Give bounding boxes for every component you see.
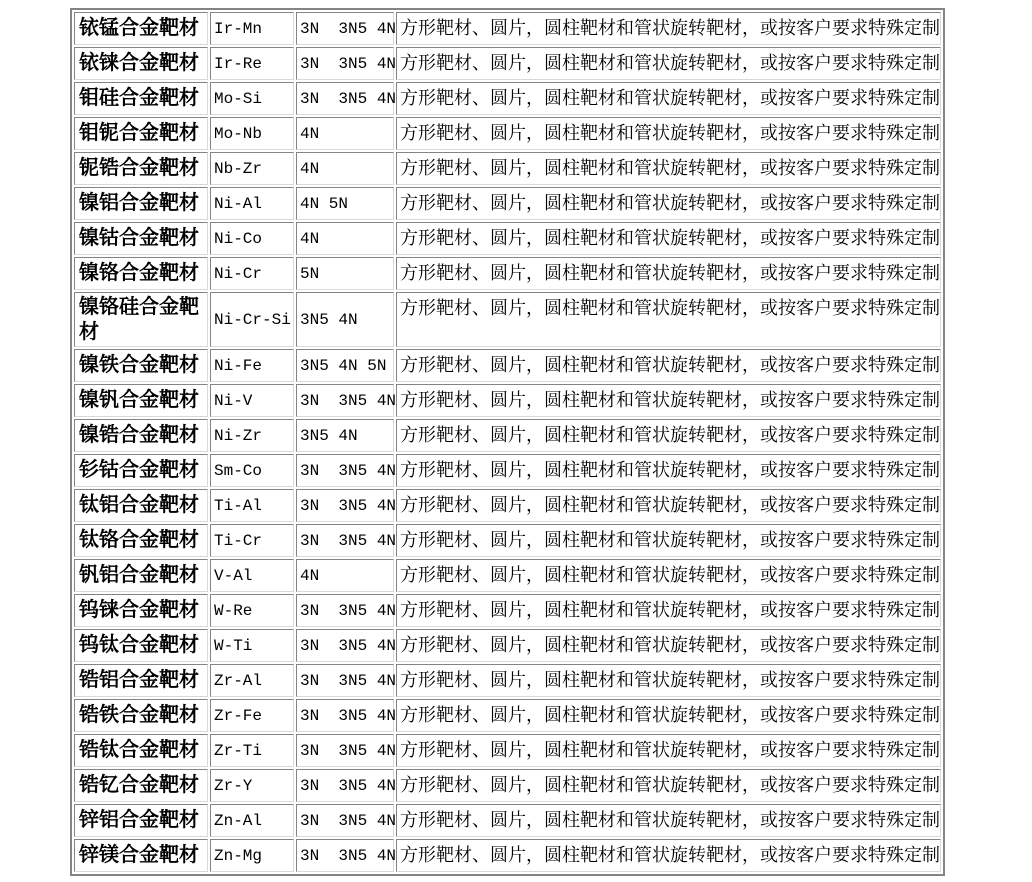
cell-purity-grades: 4N <box>296 117 394 150</box>
cell-alloy-name: 钼铌合金靶材 <box>74 117 208 150</box>
cell-available-forms: 方形靶材、圆片，圆柱靶材和管状旋转靶材，或按客户要求特殊定制 <box>396 349 941 382</box>
cell-purity-grades: 3N 3N5 4N <box>296 664 394 697</box>
cell-element-symbol: Ir-Re <box>210 47 294 80</box>
cell-element-symbol: W-Ti <box>210 629 294 662</box>
cell-alloy-name: 锌镁合金靶材 <box>74 839 208 872</box>
cell-purity-grades: 3N 3N5 4N <box>296 594 394 627</box>
cell-element-symbol: Zr-Ti <box>210 734 294 767</box>
cell-alloy-name: 锆铁合金靶材 <box>74 699 208 732</box>
cell-alloy-name: 铌锆合金靶材 <box>74 152 208 185</box>
cell-available-forms: 方形靶材、圆片，圆柱靶材和管状旋转靶材，或按客户要求特殊定制 <box>396 594 941 627</box>
cell-element-symbol: Ni-Zr <box>210 419 294 452</box>
table-row <box>74 384 941 417</box>
cell-alloy-name: 锌铝合金靶材 <box>74 804 208 837</box>
cell-element-symbol: Ni-Cr-Si <box>210 292 294 347</box>
cell-purity-grades: 5N <box>296 257 394 290</box>
table-row <box>74 699 941 732</box>
cell-available-forms: 方形靶材、圆片，圆柱靶材和管状旋转靶材，或按客户要求特殊定制 <box>396 12 941 45</box>
cell-purity-grades: 3N 3N5 4N <box>296 734 394 767</box>
cell-alloy-name: 锆铝合金靶材 <box>74 664 208 697</box>
cell-element-symbol: Sm-Co <box>210 454 294 487</box>
cell-alloy-name: 铱锰合金靶材 <box>74 12 208 45</box>
cell-available-forms: 方形靶材、圆片，圆柱靶材和管状旋转靶材，或按客户要求特殊定制 <box>396 454 941 487</box>
cell-alloy-name: 镍钴合金靶材 <box>74 222 208 255</box>
cell-alloy-name: 钒铝合金靶材 <box>74 559 208 592</box>
table-row <box>74 489 941 522</box>
cell-purity-grades: 4N 5N <box>296 187 394 220</box>
cell-element-symbol: Mo-Si <box>210 82 294 115</box>
cell-purity-grades: 3N 3N5 4N <box>296 804 394 837</box>
cell-available-forms: 方形靶材、圆片，圆柱靶材和管状旋转靶材，或按客户要求特殊定制 <box>396 384 941 417</box>
cell-purity-grades: 3N 3N5 4N <box>296 839 394 872</box>
cell-available-forms: 方形靶材、圆片，圆柱靶材和管状旋转靶材，或按客户要求特殊定制 <box>396 769 941 802</box>
cell-purity-grades: 3N 3N5 4N <box>296 384 394 417</box>
cell-alloy-name: 镍铁合金靶材 <box>74 349 208 382</box>
cell-purity-grades: 3N 3N5 4N <box>296 699 394 732</box>
cell-alloy-name: 镍钒合金靶材 <box>74 384 208 417</box>
table-row <box>74 629 941 662</box>
cell-purity-grades: 3N5 4N <box>296 292 394 347</box>
table-row <box>74 349 941 382</box>
cell-available-forms: 方形靶材、圆片，圆柱靶材和管状旋转靶材，或按客户要求特殊定制 <box>396 699 941 732</box>
cell-purity-grades: 3N 3N5 4N <box>296 489 394 522</box>
cell-available-forms: 方形靶材、圆片，圆柱靶材和管状旋转靶材，或按客户要求特殊定制 <box>396 524 941 557</box>
cell-available-forms: 方形靶材、圆片，圆柱靶材和管状旋转靶材，或按客户要求特殊定制 <box>396 489 941 522</box>
cell-element-symbol: Zn-Al <box>210 804 294 837</box>
cell-element-symbol: Ni-Al <box>210 187 294 220</box>
table-row <box>74 292 941 347</box>
cell-element-symbol: Ir-Mn <box>210 12 294 45</box>
cell-purity-grades: 3N5 4N <box>296 419 394 452</box>
table-row <box>74 12 941 45</box>
cell-available-forms: 方形靶材、圆片，圆柱靶材和管状旋转靶材，或按客户要求特殊定制 <box>396 839 941 872</box>
cell-available-forms: 方形靶材、圆片，圆柱靶材和管状旋转靶材，或按客户要求特殊定制 <box>396 222 941 255</box>
cell-alloy-name: 钐钴合金靶材 <box>74 454 208 487</box>
cell-purity-grades: 3N 3N5 4N <box>296 524 394 557</box>
cell-alloy-name: 镍锆合金靶材 <box>74 419 208 452</box>
table-row <box>74 222 941 255</box>
cell-alloy-name: 钨钛合金靶材 <box>74 629 208 662</box>
cell-purity-grades: 4N <box>296 222 394 255</box>
cell-purity-grades: 3N5 4N 5N <box>296 349 394 382</box>
cell-purity-grades: 3N 3N5 4N <box>296 12 394 45</box>
table-row <box>74 524 941 557</box>
cell-element-symbol: Ti-Cr <box>210 524 294 557</box>
cell-available-forms: 方形靶材、圆片，圆柱靶材和管状旋转靶材，或按客户要求特殊定制 <box>396 152 941 185</box>
cell-available-forms: 方形靶材、圆片，圆柱靶材和管状旋转靶材，或按客户要求特殊定制 <box>396 292 941 347</box>
cell-alloy-name: 钨铼合金靶材 <box>74 594 208 627</box>
cell-alloy-name: 锆钇合金靶材 <box>74 769 208 802</box>
table-row <box>74 804 941 837</box>
cell-element-symbol: Zr-Al <box>210 664 294 697</box>
cell-available-forms: 方形靶材、圆片，圆柱靶材和管状旋转靶材，或按客户要求特殊定制 <box>396 734 941 767</box>
cell-element-symbol: W-Re <box>210 594 294 627</box>
cell-element-symbol: Ti-Al <box>210 489 294 522</box>
cell-alloy-name: 镍铬合金靶材 <box>74 257 208 290</box>
cell-alloy-name: 铱铼合金靶材 <box>74 47 208 80</box>
cell-alloy-name: 锆钛合金靶材 <box>74 734 208 767</box>
alloy-targets-table <box>70 8 945 876</box>
cell-element-symbol: Ni-Fe <box>210 349 294 382</box>
cell-purity-grades: 3N 3N5 4N <box>296 629 394 662</box>
cell-alloy-name: 钼硅合金靶材 <box>74 82 208 115</box>
table-row <box>74 769 941 802</box>
table-row <box>74 257 941 290</box>
table-row <box>74 187 941 220</box>
table-row <box>74 839 941 872</box>
table-row <box>74 419 941 452</box>
cell-purity-grades: 3N 3N5 4N <box>296 769 394 802</box>
cell-element-symbol: Nb-Zr <box>210 152 294 185</box>
cell-element-symbol: Ni-Cr <box>210 257 294 290</box>
cell-alloy-name: 镍铝合金靶材 <box>74 187 208 220</box>
cell-alloy-name: 钛铝合金靶材 <box>74 489 208 522</box>
cell-element-symbol: Ni-Co <box>210 222 294 255</box>
cell-alloy-name: 钛铬合金靶材 <box>74 524 208 557</box>
table-row <box>74 152 941 185</box>
cell-available-forms: 方形靶材、圆片，圆柱靶材和管状旋转靶材，或按客户要求特殊定制 <box>396 629 941 662</box>
cell-available-forms: 方形靶材、圆片，圆柱靶材和管状旋转靶材，或按客户要求特殊定制 <box>396 419 941 452</box>
cell-element-symbol: Mo-Nb <box>210 117 294 150</box>
cell-element-symbol: Zn-Mg <box>210 839 294 872</box>
cell-available-forms: 方形靶材、圆片，圆柱靶材和管状旋转靶材，或按客户要求特殊定制 <box>396 257 941 290</box>
table-row <box>74 82 941 115</box>
cell-element-symbol: Zr-Y <box>210 769 294 802</box>
cell-available-forms: 方形靶材、圆片，圆柱靶材和管状旋转靶材，或按客户要求特殊定制 <box>396 187 941 220</box>
table-row <box>74 559 941 592</box>
table-row <box>74 734 941 767</box>
table-row <box>74 594 941 627</box>
cell-available-forms: 方形靶材、圆片，圆柱靶材和管状旋转靶材，或按客户要求特殊定制 <box>396 82 941 115</box>
cell-available-forms: 方形靶材、圆片，圆柱靶材和管状旋转靶材，或按客户要求特殊定制 <box>396 804 941 837</box>
cell-element-symbol: Zr-Fe <box>210 699 294 732</box>
cell-purity-grades: 4N <box>296 559 394 592</box>
table-row <box>74 454 941 487</box>
cell-available-forms: 方形靶材、圆片，圆柱靶材和管状旋转靶材，或按客户要求特殊定制 <box>396 664 941 697</box>
cell-purity-grades: 3N 3N5 4N <box>296 454 394 487</box>
table-row <box>74 47 941 80</box>
cell-element-symbol: V-Al <box>210 559 294 592</box>
cell-element-symbol: Ni-V <box>210 384 294 417</box>
table-row <box>74 117 941 150</box>
table-row <box>74 664 941 697</box>
cell-purity-grades: 3N 3N5 4N <box>296 82 394 115</box>
cell-purity-grades: 3N 3N5 4N <box>296 47 394 80</box>
cell-alloy-name: 镍铬硅合金靶材 <box>74 292 208 347</box>
cell-available-forms: 方形靶材、圆片，圆柱靶材和管状旋转靶材，或按客户要求特殊定制 <box>396 117 941 150</box>
cell-purity-grades: 4N <box>296 152 394 185</box>
cell-available-forms: 方形靶材、圆片，圆柱靶材和管状旋转靶材，或按客户要求特殊定制 <box>396 47 941 80</box>
cell-available-forms: 方形靶材、圆片，圆柱靶材和管状旋转靶材，或按客户要求特殊定制 <box>396 559 941 592</box>
alloy-targets-table-body <box>74 12 941 872</box>
